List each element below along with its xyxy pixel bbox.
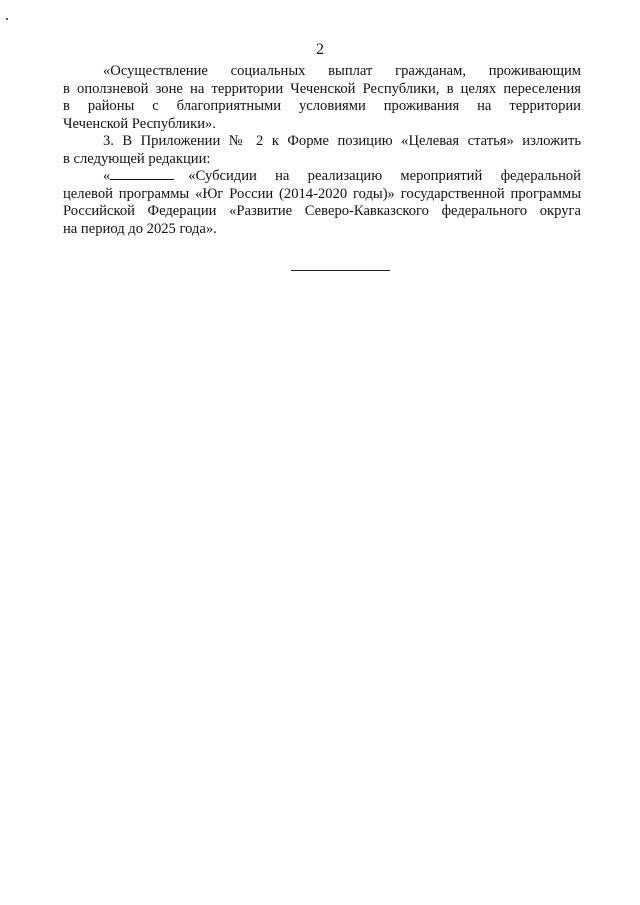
text-line: 3. В Приложении № 2 к Форме позицию «Целевая статья» изложить — [103, 133, 581, 149]
text-line: Российской Федерации «Развитие Северо-Кавказского федерального округа — [63, 203, 581, 219]
page-number: 2 — [316, 41, 324, 58]
paragraph-new-wording — [63, 168, 581, 238]
paragraph-item-3 — [63, 133, 581, 168]
scan-speck — [6, 18, 8, 20]
opening-quote: « — [103, 168, 111, 184]
text-line: на период до 2025 года». — [63, 220, 217, 237]
fill-in-blank — [110, 168, 174, 180]
paragraph-program-title — [63, 63, 581, 133]
text-line: в оползневой зоне на территории Чеченской Республики, в целях переселения — [63, 80, 581, 97]
text-line: в районы с благоприятными условиями проживания на территории — [63, 98, 581, 114]
document-body — [63, 63, 581, 238]
text-line: «Субсидии на реализацию мероприятий федеральной — [188, 168, 581, 184]
text-line: целевой программы «Юг России (2014-2020 годы)» государственной программы — [63, 185, 581, 202]
text-line: Чеченской Республики». — [63, 115, 216, 132]
text-line-with-blank — [63, 168, 581, 186]
end-of-text-rule — [291, 270, 390, 271]
text-line: в следующей редакции: — [63, 150, 211, 167]
text-line: «Осуществление социальных выплат гражданам, проживающим — [103, 63, 581, 79]
